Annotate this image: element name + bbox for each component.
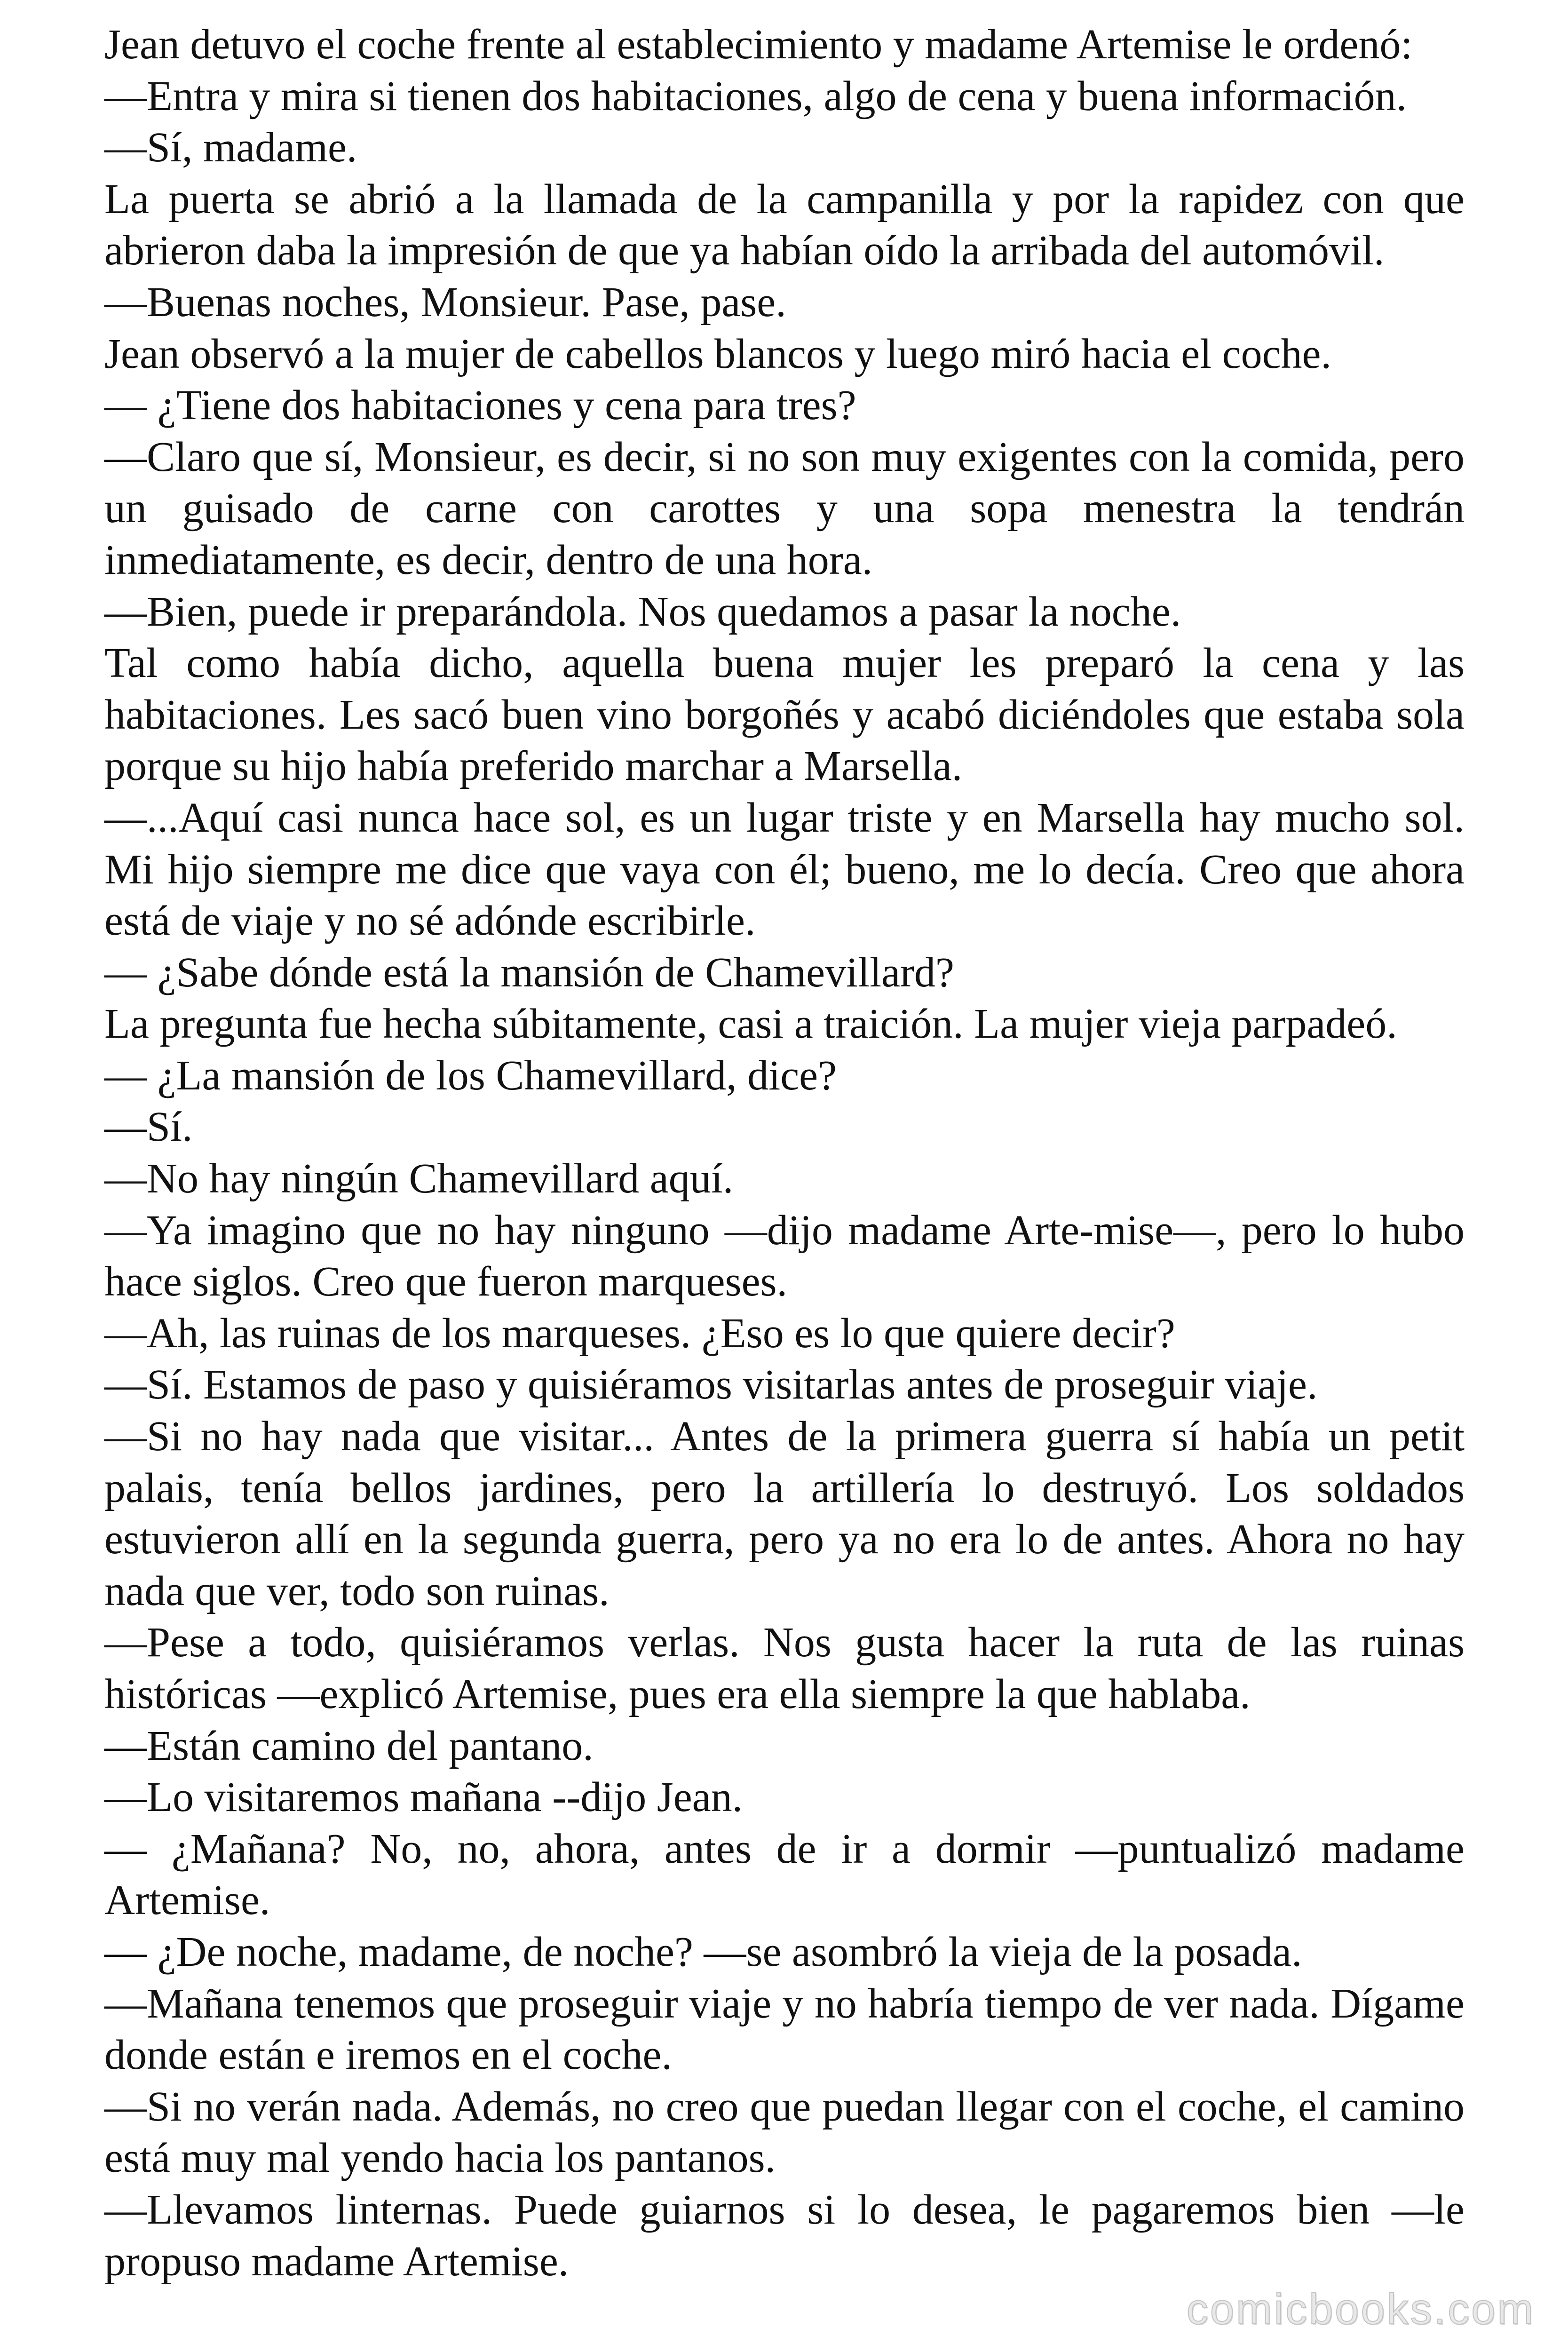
paragraph-19: —Sí. Estamos de paso y quisiéramos visitarlas antes de proseguir viaje. xyxy=(104,1361,1318,1408)
paragraph-26: —Mañana tenemos que proseguir viaje y no habría tiempo de ver nada. Dígame donde están e iremos en el coche. xyxy=(104,1980,1465,2079)
paragraph-1: Jean detuvo el coche frente al establecimiento y madame Artemise le ordenó: xyxy=(104,21,1413,68)
paragraph-24: — ¿Mañana? No, no, ahora, antes de ir a dormir —puntualizó madame Artemise. xyxy=(104,1825,1465,1924)
paragraph-23: —Lo visitaremos mañana --dijo Jean. xyxy=(104,1774,743,1821)
paragraph-18: —Ah, las ruinas de los marqueses. ¿Eso es lo que quiere decir? xyxy=(104,1310,1175,1357)
paragraph-20: —Si no hay nada que visitar... Antes de la primera guerra sí había un petit palais, tenía bellos jardines, pero la artillería lo destruyó. Los soldados estuvieron allí en la segunda guerra, pero ya no era lo de antes. Ahora no hay nada que ver, todo son ruinas. xyxy=(104,1413,1465,1614)
paragraph-8: —Claro que sí, Monsieur, es decir, si no son muy exigentes con la comida, pero un guisado de carne con carottes y una sopa menestra la tendrán inmediatamente, es decir, dentro de una hora. xyxy=(104,433,1465,583)
paragraph-21: —Pese a todo, quisiéramos verlas. Nos gusta hacer la ruta de las ruinas históricas —explicó Artemise, pues era ella siempre la que hablaba. xyxy=(104,1619,1465,1717)
paragraph-6: Jean observó a la mujer de cabellos blancos y luego miró hacia el coche. xyxy=(104,330,1331,377)
paragraph-28: —Llevamos linternas. Puede guiarnos si lo desea, le pagaremos bien —le propuso madame Artemise. xyxy=(104,2186,1465,2285)
paragraph-10: Tal como había dicho, aquella buena mujer les preparó la cena y las habitaciones. Les sacó buen vino borgoñés y acabó diciéndoles que estaba sola porque su hijo había preferido marchar a Marsella. xyxy=(104,640,1465,790)
paragraph-17: —Ya imagino que no hay ninguno —dijo madame Arte-mise—, pero lo hubo hace siglos. Creo que fueron marqueses. xyxy=(104,1207,1465,1305)
paragraph-27: —Si no verán nada. Además, no creo que puedan llegar con el coche, el camino está muy mal yendo hacia los pantanos. xyxy=(104,2083,1465,2182)
paragraph-16: —No hay ningún Chamevillard aquí. xyxy=(104,1155,734,1202)
body-text xyxy=(104,19,1465,2287)
paragraph-4: La puerta se abrió a la llamada de la campanilla y por la rapidez con que abrieron daba la impresión de que ya habían oído la arribada del automóvil. xyxy=(104,175,1465,274)
paragraph-11: —...Aquí casi nunca hace sol, es un lugar triste y en Marsella hay mucho sol. Mi hijo siempre me dice que vaya con él; bueno, me lo decía. Creo que ahora está de viaje y no sé adónde escribirle. xyxy=(104,794,1465,945)
paragraph-13: La pregunta fue hecha súbitamente, casi a traición. La mujer vieja parpadeó. xyxy=(104,1001,1397,1048)
paragraph-9: —Bien, puede ir preparándola. Nos quedamos a pasar la noche. xyxy=(104,588,1181,635)
paragraph-22: —Están camino del pantano. xyxy=(104,1722,594,1769)
paragraph-14: — ¿La mansión de los Chamevillard, dice? xyxy=(104,1052,837,1099)
paragraph-3: —Sí, madame. xyxy=(104,124,357,171)
paragraph-5: —Buenas noches, Monsieur. Pase, pase. xyxy=(104,278,786,326)
paragraph-25: — ¿De noche, madame, de noche? —se asombró la vieja de la posada. xyxy=(104,1928,1302,1975)
paragraph-12: — ¿Sabe dónde está la mansión de Chamevillard? xyxy=(104,949,954,996)
paragraph-7: — ¿Tiene dos habitaciones y cena para tres? xyxy=(104,382,856,429)
paragraph-15: —Sí. xyxy=(104,1104,193,1151)
watermark: comicbooks.com xyxy=(1186,2285,1535,2333)
paragraph-2: —Entra y mira si tienen dos habitaciones, algo de cena y buena información. xyxy=(104,72,1407,119)
